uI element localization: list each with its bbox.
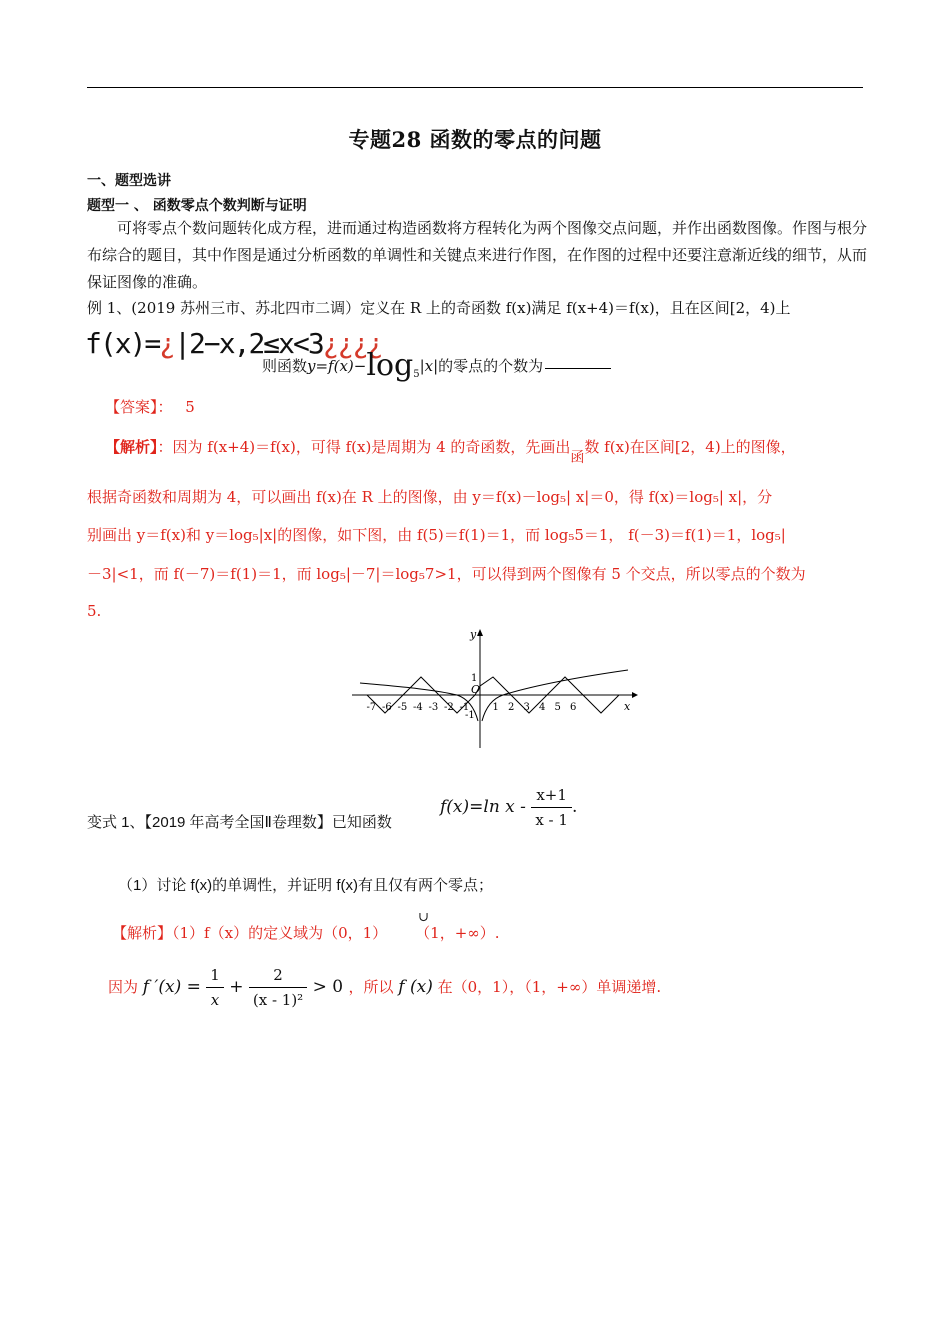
log-symbol: log [366,348,414,383]
x-tick-label: -7 [366,702,377,713]
fraction-denominator: x - 1 [535,811,568,829]
deriv-suffix: 在（0，1），（1，+∞）单调递增. [437,978,662,996]
variant-1 [87,811,392,832]
function-graph [352,626,642,751]
top-rule [87,87,863,88]
answer-line [87,396,195,417]
solution-text-shifted: 函 [570,450,585,466]
y-axis-arrow [477,629,483,636]
x-tick-label: -2 [444,702,454,713]
x-tick-label: -3 [428,702,439,713]
solution2-text-b: （1，+∞）. [415,924,500,942]
question-prefix: 则函数 [262,357,308,375]
question-1: （1）讨论 f(x)的单调性，并证明 f(x)有且仅有两个零点； [118,877,493,894]
log-base: 5 [413,369,420,380]
log-arg: |x| [419,357,439,375]
x-tick-label: 4 [539,702,546,713]
solution-line-4: －3|<1，而 f(－7)＝f(1)＝1，而 log₅|－7|＝log₅7>1，可以得到两个图像有 5 个交点，所以零点的个数为 [87,565,806,583]
solution-line-5: 5. [87,602,102,620]
formula-lhs: f(x)= [85,327,160,360]
x-tick-label: -1 [459,702,470,713]
type-heading: 题型一 、 函数零点个数判断与证明 [87,198,307,214]
x-axis-arrow [632,692,638,698]
solution-line-1 [105,436,796,466]
x-tick-label: 2 [508,702,515,713]
variant-formula [440,786,577,829]
solution-label: 【解析】 [105,438,158,456]
formula-lhs: f(x)=ln x - [440,797,526,817]
deriv-lhs: f ′(x) = [142,977,201,997]
x-tick-label: 1 [492,702,499,713]
x-tick-label: 6 [570,702,577,713]
fraction-1-num: 1 [206,966,224,988]
question-expr: y=f(x)− [307,357,367,375]
solution-2 [112,922,500,943]
x-axis-label: x [624,700,631,713]
fraction-2-num: 2 [249,966,307,988]
page-title: 专题28 函数的零点的问题 [348,127,602,152]
formula-glitch-tail: ¿¿¿¿ [322,327,383,360]
x-ticks-negative [367,702,470,713]
fraction-1-den: x [210,991,220,1009]
fraction-numerator: x+1 [531,786,572,808]
x-tick-label: -6 [382,702,392,713]
formula-end: . [571,797,578,817]
solution-text: ：因为 f(x+4)＝f(x)，可得 f(x)是周期为 4 的奇函数，先画出 [157,438,571,456]
deriv-fx: f (x) [398,977,433,997]
solution-line-2: 根据奇函数和周期为 4，可以画出 f(x)在 R 上的图像，由 y＝f(x)－log₅| x|＝0，得 f(x)＝log₅| x|，分 [87,488,773,506]
solution2-label: 【解析】 [112,924,173,942]
origin-label: O [471,683,481,696]
derivative-formula [142,966,349,1009]
section-heading: 一、题型选讲 [87,173,171,189]
deriv-prefix: 因为 [108,978,139,996]
solution-line-3: 别画出 y＝f(x)和 y＝log₅|x|的图像，如下图，由 f(5)＝f(1)＝1，而 log₅5＝1， f(－3)＝f(1)＝1，log₅| [87,526,786,544]
answer-label: 【答案】： [105,398,173,416]
zero-count-question [262,348,611,383]
x-tick-label: -4 [413,702,423,713]
intro-paragraph: 可将零点个数问题转化成方程，进而通过构造函数将方程转化为两个图像交点问题，并作出函数图像。作图与根分布综合的题目，其中作图是通过分析函数的单调性和关键点来进行作图，在作图的过程中还要注意渐近线的细节，从而保证图像的准确。 [87,219,868,291]
solution-text-end: 数 f(x)在区间[2，4)上的图像， [584,438,796,456]
greater-than-zero: > 0 [312,977,344,997]
fraction-2-den: (x - 1)² [252,991,304,1009]
answer-value: 5 [185,398,195,416]
deriv-middle: ，所以 [348,978,394,996]
question-suffix: 的零点的个数为 [438,357,544,375]
x-tick-label: 3 [523,702,530,713]
fraction [531,786,572,829]
x-tick-label: -5 [397,702,408,713]
x-tick-label: 5 [554,702,561,713]
fraction-2 [249,966,307,1009]
y-tick-1: 1 [471,673,478,684]
solution2-text-a: （1）f（x）的定义域为（0，1） [172,924,388,942]
union-symbol: ∪ [418,910,429,925]
y-tick-neg1: -1 [465,710,475,721]
example-1: 例 1、(2019 苏州三市、苏北四市二调）定义在 R 上的奇函数 f(x)满足 f(x+4)＝f(x)，且在区间[2，4)上 [87,299,791,317]
derivative-line [108,966,661,1009]
formula-glitch: ¿ [159,327,175,360]
formula-mid: |2−x,2≤x<3 [174,327,323,360]
answer-blank [545,368,611,369]
fraction-1 [206,966,224,1009]
plus-sign: + [229,977,244,997]
variant-prefix: 变式 1、【2019 年高考全国Ⅱ卷理数】已知函数 [87,814,392,831]
y-axis-label: y [470,628,477,641]
